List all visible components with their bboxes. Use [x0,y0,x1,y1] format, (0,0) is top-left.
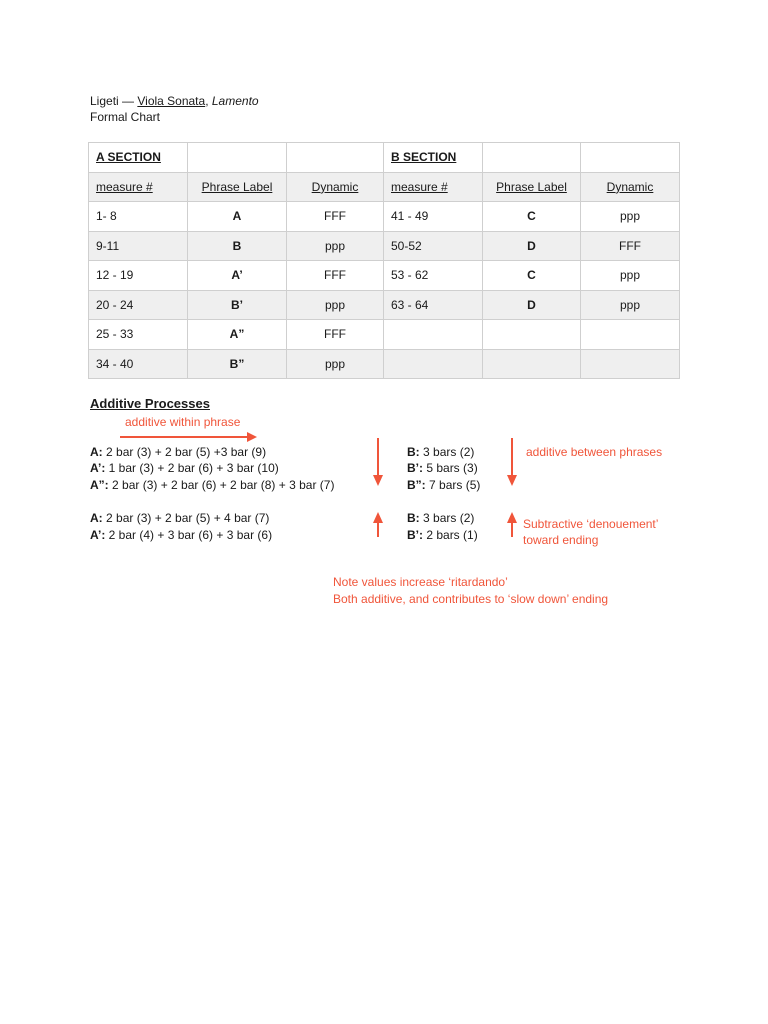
dynamic-cell: ppp [287,231,384,261]
dynamic-cell: FFF [287,261,384,291]
table-row [89,290,680,320]
title-dash: — [118,94,138,108]
phrase-label-cell [483,349,581,379]
table-row [89,320,680,350]
dynamic-cell: ppp [581,290,680,320]
phrase-text: 2 bars (1) [423,528,478,542]
additive-between-label: additive between phrases [526,445,663,459]
phrase-label-cell: B’ [188,290,287,320]
dynamic-cell: FFF [287,320,384,350]
phrase-label-cell: C [483,202,581,232]
up-arrow-icon [372,512,384,538]
column-header: Dynamic [287,172,384,202]
phrase-label: A”: [90,478,109,492]
phrase-text: 2 bar (3) + 2 bar (5) +3 bar (9) [102,445,267,459]
measure-cell: 25 - 33 [89,320,188,350]
phrase-line-a [90,510,269,526]
phrase-label-cell [483,320,581,350]
measure-cell: 63 - 64 [384,290,483,320]
phrase-text: 5 bars (3) [423,461,478,475]
phrase-label: B: [407,445,420,459]
phrase-text: 2 bar (3) + 2 bar (6) + 2 bar (8) + 3 bar (7) [108,478,335,492]
subtractive-note-line1: Subtractive ‘denouement’ [523,517,659,531]
phrase-text: 1 bar (3) + 2 bar (6) + 3 bar (10) [105,461,279,475]
column-header: Dynamic [581,172,680,202]
section-a-header: A SECTION [89,143,188,173]
subtractive-note-line2: toward ending [523,533,599,547]
table-cell [581,143,680,173]
additive-heading: Additive Processes [90,396,210,411]
dynamic-cell: ppp [581,261,680,291]
up-arrow-icon [506,512,518,538]
dynamic-cell [581,349,680,379]
right-arrow-icon [120,431,260,443]
measure-cell: 41 - 49 [384,202,483,232]
phrase-label-cell: A’ [188,261,287,291]
measure-cell: 34 - 40 [89,349,188,379]
formal-chart-table [88,142,680,379]
phrase-line-a [90,444,266,460]
phrase-label-cell: D [483,290,581,320]
dynamic-cell: ppp [287,349,384,379]
dynamic-cell: ppp [581,202,680,232]
measure-cell: 1- 8 [89,202,188,232]
column-header-row [89,172,680,202]
dynamic-cell: FFF [287,202,384,232]
phrase-text: 2 bar (4) + 3 bar (6) + 3 bar (6) [105,528,273,542]
dynamic-cell: ppp [287,290,384,320]
movement-title: Lamento [211,94,259,108]
phrase-label: B’: [407,461,423,475]
table-cell [483,143,581,173]
composer-name: Ligeti [90,94,119,108]
title-comma: , [205,94,212,108]
table-row [89,349,680,379]
phrase-label-cell: C [483,261,581,291]
phrase-line-b [407,510,474,526]
phrase-label: B: [407,511,420,525]
phrase-label: B”: [407,478,426,492]
phrase-label-cell: B” [188,349,287,379]
down-arrow-icon [372,438,384,488]
phrase-label: A’: [90,461,106,475]
phrase-line-b [407,444,474,460]
table-cell [287,143,384,173]
doc-subtitle: Formal Chart [90,110,161,124]
phrase-line-b-prime [407,460,478,476]
phrase-label: A: [90,445,103,459]
doc-title [90,94,259,108]
column-header: measure # [384,172,483,202]
table-row [89,202,680,232]
measure-cell: 20 - 24 [89,290,188,320]
dynamic-cell: FFF [581,231,680,261]
phrase-label-cell: B [188,231,287,261]
phrase-line-a-prime [90,460,279,476]
measure-cell: 50-52 [384,231,483,261]
phrase-label: A’: [90,528,106,542]
phrase-line-a-prime [90,527,272,543]
down-arrow-icon [506,438,518,488]
note-values-line1: Note values increase ‘ritardando’ [333,575,508,589]
phrase-text: 7 bars (5) [425,478,481,492]
phrase-line-b-prime [407,527,478,543]
work-title: Viola Sonata [137,94,206,108]
table-row [89,261,680,291]
phrase-line-a-double-prime [90,477,334,493]
phrase-text: 3 bars (2) [419,511,475,525]
measure-cell: 12 - 19 [89,261,188,291]
measure-cell [384,320,483,350]
note-values-line2: Both additive, and contributes to ‘slow down’ ending [333,592,609,606]
column-header: measure # [89,172,188,202]
phrase-label-cell: A” [188,320,287,350]
section-header-row [89,143,680,173]
table-cell [188,143,287,173]
additive-within-label: additive within phrase [125,415,241,429]
measure-cell: 53 - 62 [384,261,483,291]
phrase-label: A: [90,511,103,525]
phrase-text: 2 bar (3) + 2 bar (5) + 4 bar (7) [102,511,270,525]
phrase-label-cell: A [188,202,287,232]
phrase-label: B’: [407,528,423,542]
phrase-label-cell: D [483,231,581,261]
section-b-header: B SECTION [384,143,483,173]
column-header: Phrase Label [188,172,287,202]
phrase-line-b-double-prime [407,477,480,493]
phrase-text: 3 bars (2) [419,445,475,459]
measure-cell [384,349,483,379]
measure-cell: 9-11 [89,231,188,261]
table-row [89,231,680,261]
dynamic-cell [581,320,680,350]
column-header: Phrase Label [483,172,581,202]
